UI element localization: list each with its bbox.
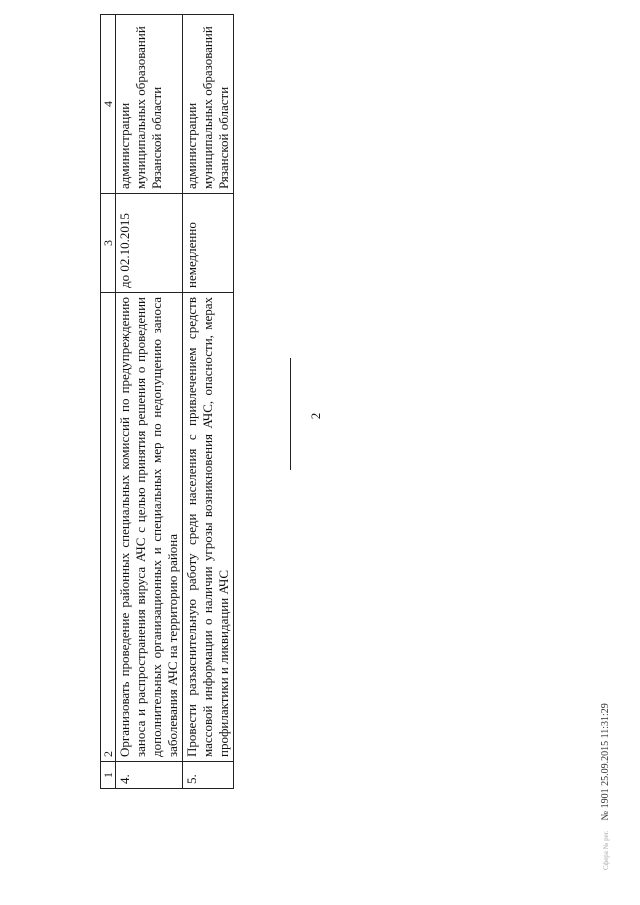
row-number: 5.: [183, 762, 234, 789]
page-number: 2: [308, 412, 323, 420]
stamp-faint-text: Сфера № рег.: [602, 830, 610, 870]
rotated-table-sheet: [100, 14, 358, 789]
registration-stamp: [598, 610, 614, 870]
row-deadline: немедленно: [183, 194, 234, 293]
table-row: [183, 15, 234, 789]
header-cell-1: 1: [101, 762, 116, 789]
row-deadline: до 02.10.2015: [116, 194, 183, 293]
header-cell-4: 4: [101, 15, 116, 194]
stamp-text: № 1901 25.09.2015 11:31:29: [600, 703, 611, 821]
row-responsible: администрации муниципальных образований Рязанской области: [183, 15, 234, 194]
row-number: 4.: [116, 762, 183, 789]
header-cell-3: 3: [101, 194, 116, 293]
row-action: Провести разъяснительную работу среди населения с привлечением средств массовой информации о наличии угрозы возникновения АЧС, опасности, мерах профилактики и ликвидации АЧС: [183, 293, 234, 762]
table-row: [116, 15, 183, 789]
header-cell-2: 2: [101, 293, 116, 762]
measures-table: [100, 14, 234, 789]
row-action: Организовать проведение районных специальных комиссий по предупреждению заноса и распространения вируса АЧС с целью принятия решения о проведении дополнительных организационных и специальных мер по недопущению заноса заболевания АЧС на территорию района: [116, 293, 183, 762]
row-responsible: администрации муниципальных образований Рязанской области: [116, 15, 183, 194]
table-header-row: [101, 15, 116, 789]
